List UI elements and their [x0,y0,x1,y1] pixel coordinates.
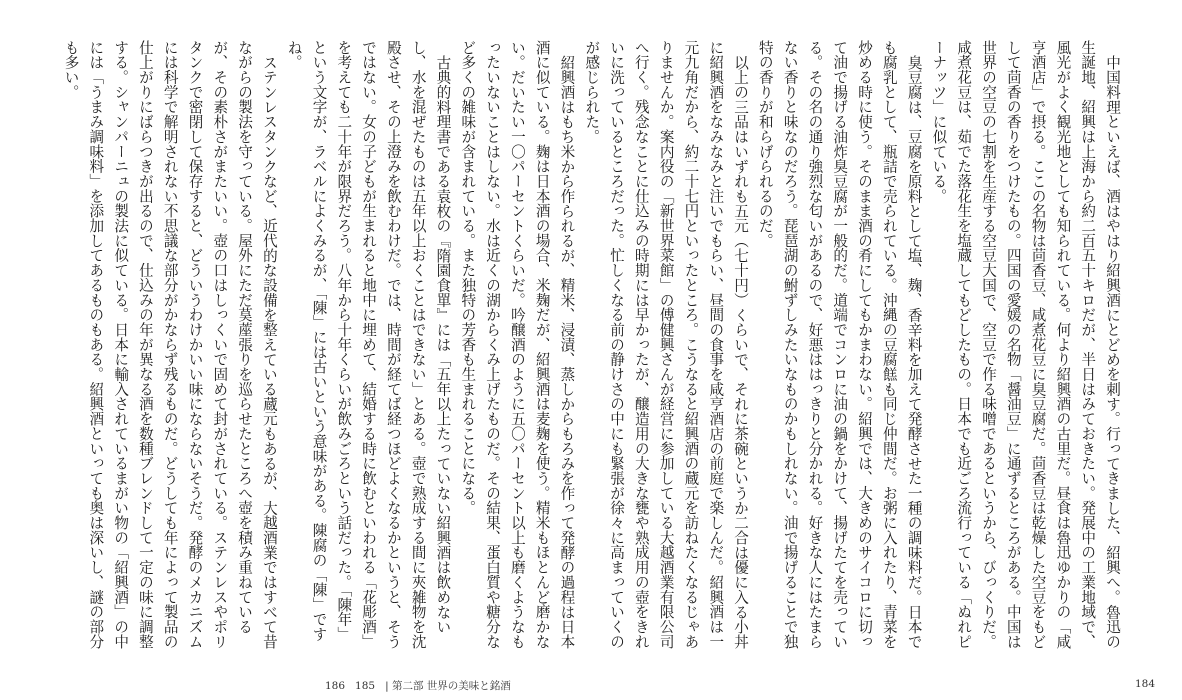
page-number: 185 [355,680,376,692]
running-title: | 第二部 世界の美味と銘酒 [385,680,511,692]
paragraph: 紹興酒はもち米から作られるが、精米、浸漬、蒸しからもろみを作って発酵の過程は日本酒に似ている。麹は日本酒の場合、米麹だが、紹興酒は麦麹を使う。精米もほとんど磨かない。だいたい一〇パーセントくらいだ。吟醸酒のように五〇パーセント以上も磨くようなもったいないことはしない。水は近くの湖からくみ上げたものだ。その結果、蛋白質や糖分など多くの雑味が含まれている。また独特の芳香も生まれることになる。 [459,40,576,649]
paragraph: ステンレスタンクなど、近代的な設備を整えている蔵元もあるが、大越酒業ではすべて昔ながらの製法を守っている。屋外にただ茣蓙張りを巡らせたところへ壺を積み重ねているが、その素朴さがまたいい。壺の口はしっくいで固めて封がされている。ステンレスやポリタンクで密閉して保存すると、どういうわけかいい味にならないそうだ。発酵のメカニズムには科学で解明されない不思議な部分がかならず残るものだ。どうしても年によって製品の仕上がりにばらつきが出るので、仕込みの年が異なる酒を数種ブレンドして一定の味に調整する。シャンパーニュの製法に似ている。日本に輸入されているまがい物の「紹興酒」の中には「うまみ調味料」を添加してあるものもある。紹興酒といっても奥は深いし、謎の部分も多い。 [62,40,278,649]
vertical-body-text [58,40,1124,654]
paragraph: 古典的料理書である袁枚の『隋園食單』には「五年以上たっていない紹興酒は飲めないし、水を混ぜたものは五年以上おくことはできない」とある。壺で熟成する間に夾雑物を沈殿させ、その上澄みを飲むわけだ。では、時間が経てば経つほどよくなるかというと、そうではない。女の子どもが生まれると地中に埋めて、結婚する時に飲むといわれる「花彫酒」を考えても二十年が限界だろう。八年から十年くらいが飲みごろという話だった。「陳年」という文字が、ラベルによくみるが、「陳」には古いという意味がある。陳腐の「陳」ですね。 [285,40,452,649]
paragraph: 以上の三品はいずれも五元（七十円）くらいで、それに茶碗というか二合は優に入る小丼に紹興酒をなみなみと注いでもらい、昼間の食事を咸亨酒店の前庭で楽しんだ。紹興酒は一元九角だから、約二十七円といったところ。こうなると紹興酒の蔵元を訪ねたくなるじゃありませんか。案内役の「新世界菜館」の傅健興さんが経営に参加している大越酒業有限公司へ行く。残念なことに仕込みの時期には早かったが、醸造用の大きな甕や熟成用の壺をきれいに洗っているところだった。忙しくなる前の静けさの中にも緊張が徐々に高まっていくのが感じられた。 [583,40,750,649]
paragraph: 臭豆腐は、豆腐を原料として塩、麹、香辛料を加えて発酵させた一種の調味料だ。日本でも腐乳として、瓶詰で売られている。沖縄の豆腐餻も同じ仲間だ。お粥に入れたり、青菜を炒める時に使う。そのまま酒の肴にしてもかまわない。紹興では、大きめのサイコロに切って油で揚げる油炸臭豆腐が一般的だ。道端でコンロに油の鍋をかけて、揚げたてを売っている。その名の通り強烈な匂いがあるので、好悪ははっきりと分かれる。好きな人にはたまらない香りと味なのだろう。琵琶湖の鮒ずしみたいなものかもしれない。油で揚げることで独特の香りが和らげられるのだ。 [756,40,923,649]
paragraph: 中国料理といえば、酒はやはり紹興酒にとどめを刺す。行ってきました、紹興へ。魯迅の生誕地、紹興は上海から約二百五十キロだが、半日はみておきたい。発展中の工業地域で、風光がよく観光地としても知られている。何より紹興酒の古里だ。昼食は魯迅ゆかりの「咸亨酒店」で摂る。ここの名物は茴香豆、咸煮花豆に臭豆腐だ。茴香豆は乾燥した空豆をもどして茴香の香りをつけたもの。四国の愛媛の名物「醤油豆」に通ずるところがある。中国は世界の空豆の七割を生産する空豆大国で、空豆で作る味噌であるというから、びっくりだ。咸煮花豆は、茹でた落花生を塩蔵してもどしたもの。日本でも近ごろ流行っている「ぬれピーナッツ」に似ている。 [930,40,1121,649]
page-number-right: 184 [1135,678,1156,690]
footer-left [325,678,511,694]
page-number: 186 [325,680,346,692]
